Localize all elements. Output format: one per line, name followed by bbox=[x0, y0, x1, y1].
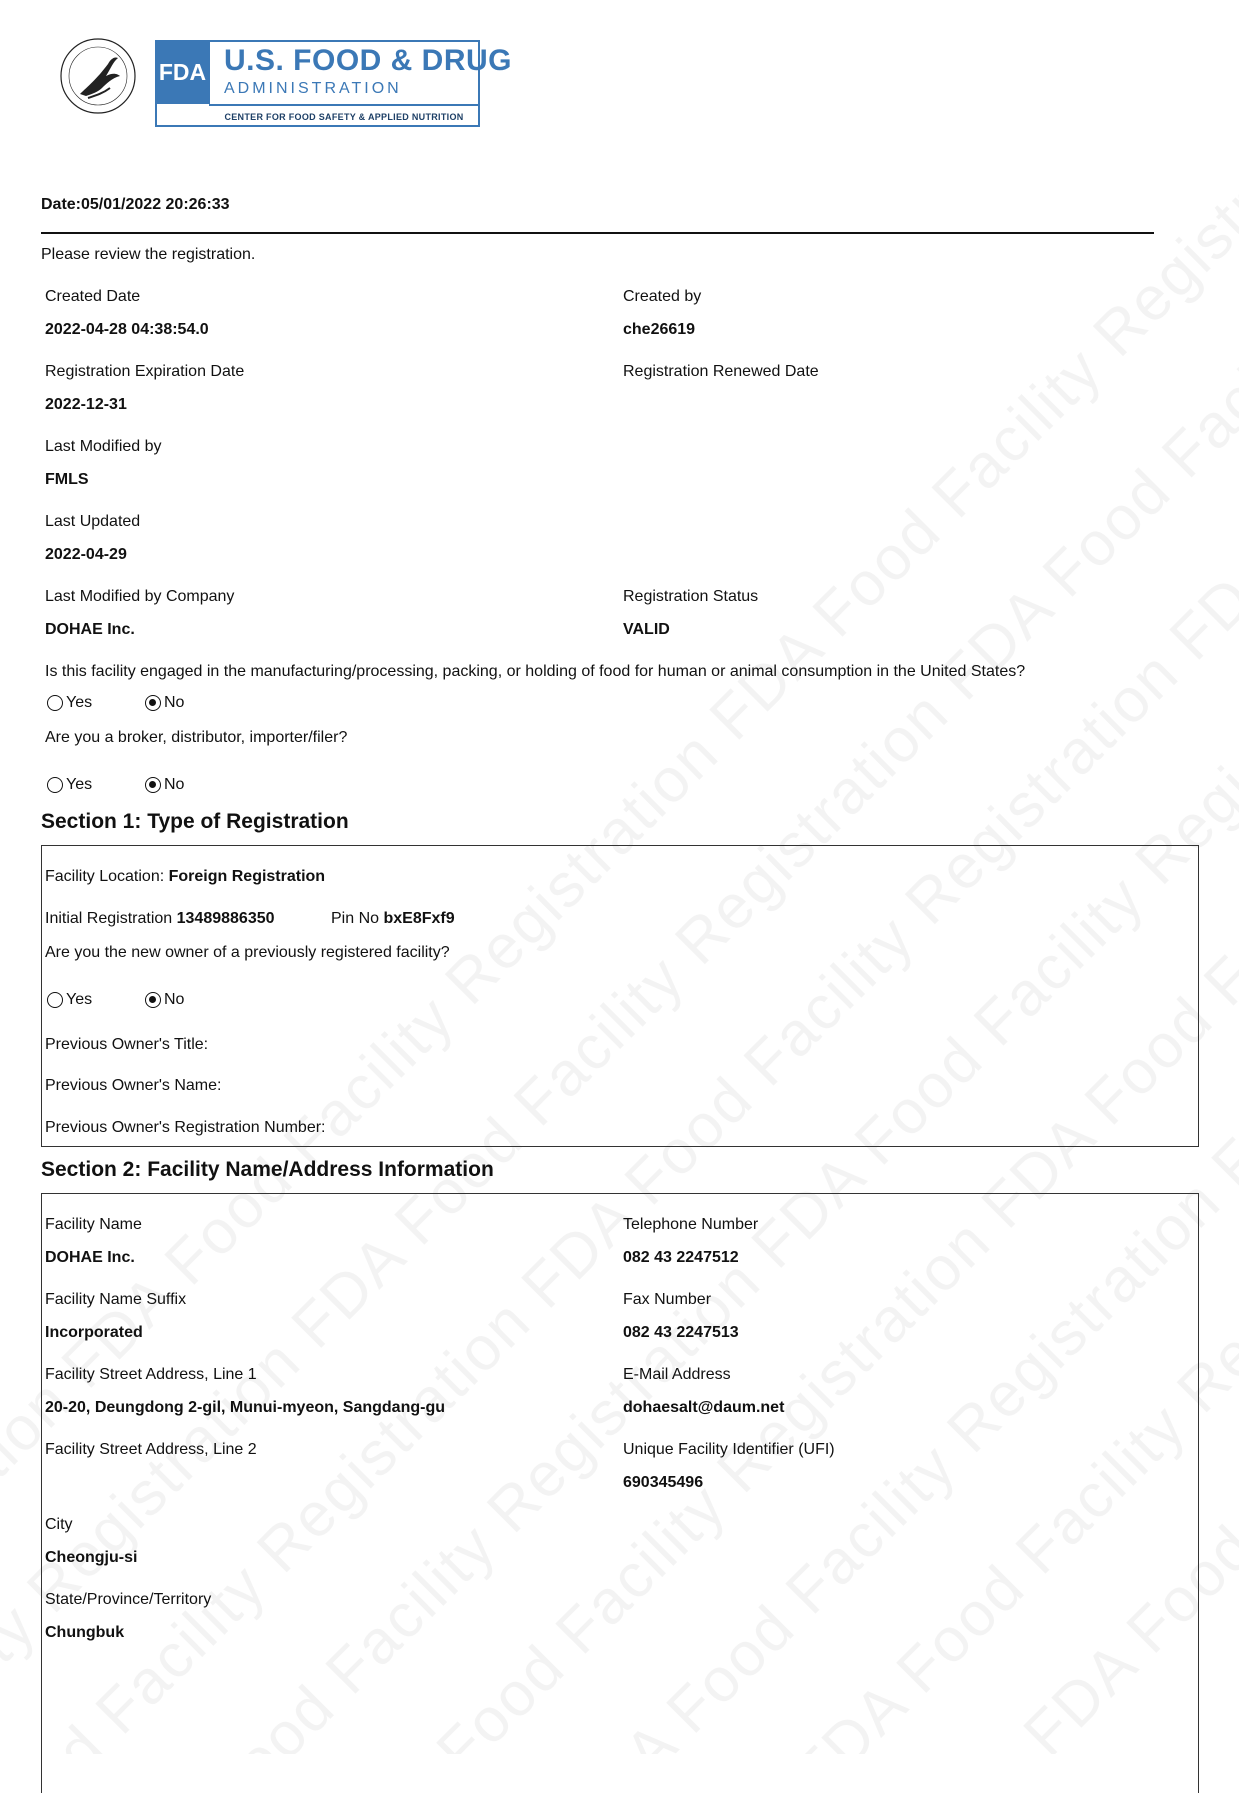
expiration-date-value: 2022-12-31 bbox=[45, 396, 127, 413]
facility-name-label: Facility Name bbox=[45, 1216, 142, 1233]
pin-number-value: bxE8Fxf9 bbox=[383, 910, 455, 927]
registration-status-label: Registration Status bbox=[623, 588, 759, 605]
last-updated-value: 2022-04-29 bbox=[45, 546, 127, 563]
modified-company-label: Last Modified by Company bbox=[45, 588, 235, 605]
q1-no-radio[interactable] bbox=[145, 694, 184, 712]
renewed-date-label: Registration Renewed Date bbox=[623, 363, 819, 380]
q1-yes-radio[interactable] bbox=[47, 694, 92, 712]
previous-owner-title-label: Previous Owner's Title: bbox=[45, 1036, 209, 1053]
registration-status-value: VALID bbox=[623, 621, 670, 638]
question-broker: Are you a broker, distributor, importer/filer? bbox=[45, 729, 348, 746]
city-value: Cheongju-si bbox=[45, 1549, 138, 1566]
section1-box bbox=[41, 845, 1199, 1147]
email-value: dohaesalt@daum.net bbox=[623, 1399, 785, 1416]
city-label: City bbox=[45, 1516, 73, 1533]
fda-logo-subtitle: ADMINISTRATION bbox=[224, 80, 402, 97]
last-modified-by-value: FMLS bbox=[45, 471, 89, 488]
last-updated-label: Last Updated bbox=[45, 513, 141, 530]
facility-location-value: Foreign Registration bbox=[168, 868, 326, 885]
hhs-seal-icon bbox=[58, 36, 138, 116]
section1-title: Section 1: Type of Registration bbox=[41, 810, 349, 833]
previous-owner-name-label: Previous Owner's Name: bbox=[45, 1077, 222, 1094]
radio-checked-icon bbox=[145, 695, 161, 711]
facility-suffix-value: Incorporated bbox=[45, 1324, 143, 1341]
facility-location bbox=[45, 868, 325, 886]
created-date-value: 2022-04-28 04:38:54.0 bbox=[45, 321, 209, 338]
fax-value: 082 43 2247513 bbox=[623, 1324, 739, 1341]
section2-box bbox=[41, 1193, 1199, 1793]
radio-checked-icon bbox=[145, 777, 161, 793]
address-line1-value: 20-20, Deungdong 2-gil, Munui-myeon, Sangdang-gu bbox=[45, 1399, 445, 1416]
q2-yes-radio[interactable] bbox=[47, 776, 92, 794]
print-date: Date:05/01/2022 20:26:33 bbox=[41, 196, 230, 213]
address-line2-label: Facility Street Address, Line 2 bbox=[45, 1441, 257, 1458]
new-owner-no-radio[interactable] bbox=[145, 991, 184, 1009]
section2-title: Section 2: Facility Name/Address Information bbox=[41, 1158, 494, 1181]
facility-name-value: DOHAE Inc. bbox=[45, 1249, 135, 1266]
fda-logo-badge: FDA bbox=[155, 40, 210, 104]
state-label: State/Province/Territory bbox=[45, 1591, 212, 1608]
q2-no-radio[interactable] bbox=[145, 776, 184, 794]
new-owner-yes-radio[interactable] bbox=[47, 991, 92, 1009]
previous-owner-reg-label: Previous Owner's Registration Number: bbox=[45, 1119, 326, 1136]
radio-label: Yes bbox=[66, 694, 93, 711]
initial-registration-value: 13489886350 bbox=[176, 910, 275, 927]
email-label: E-Mail Address bbox=[623, 1366, 731, 1383]
fax-label: Fax Number bbox=[623, 1291, 712, 1308]
radio-label: No bbox=[164, 991, 185, 1008]
initial-registration bbox=[45, 910, 275, 928]
radio-checked-icon bbox=[145, 992, 161, 1008]
question-us-facility: Is this facility engaged in the manufacturing/processing, packing, or holding of food for human or animal consumption in the United States? bbox=[45, 663, 1026, 680]
created-by-value: che26619 bbox=[623, 321, 696, 338]
fda-logo-center: CENTER FOR FOOD SAFETY & APPLIED NUTRITION bbox=[209, 104, 479, 126]
address-line1-label: Facility Street Address, Line 1 bbox=[45, 1366, 257, 1383]
expiration-date-label: Registration Expiration Date bbox=[45, 363, 245, 380]
ufi-label: Unique Facility Identifier (UFI) bbox=[623, 1441, 835, 1458]
state-value: Chungbuk bbox=[45, 1624, 125, 1641]
radio-unchecked-icon bbox=[47, 695, 63, 711]
radio-unchecked-icon bbox=[47, 777, 63, 793]
created-by-label: Created by bbox=[623, 288, 702, 305]
pin-number bbox=[331, 910, 455, 928]
created-date-label: Created Date bbox=[45, 288, 141, 305]
facility-suffix-label: Facility Name Suffix bbox=[45, 1291, 187, 1308]
ufi-value: 690345496 bbox=[623, 1474, 704, 1491]
fda-logo-title: U.S. FOOD & DRUG bbox=[224, 44, 513, 77]
intro-text: Please review the registration. bbox=[41, 246, 256, 263]
radio-label: No bbox=[164, 776, 185, 793]
new-owner-question: Are you the new owner of a previously registered facility? bbox=[45, 944, 450, 961]
radio-unchecked-icon bbox=[47, 992, 63, 1008]
last-modified-by-label: Last Modified by bbox=[45, 438, 162, 455]
initial-registration-label: Initial Registration bbox=[45, 910, 173, 927]
radio-label: No bbox=[164, 694, 185, 711]
header-divider bbox=[41, 232, 1154, 234]
modified-company-value: DOHAE Inc. bbox=[45, 621, 135, 638]
facility-location-label: Facility Location: bbox=[45, 868, 165, 885]
radio-label: Yes bbox=[66, 776, 93, 793]
telephone-value: 082 43 2247512 bbox=[623, 1249, 739, 1266]
pin-number-label: Pin No bbox=[331, 910, 380, 927]
telephone-label: Telephone Number bbox=[623, 1216, 759, 1233]
radio-label: Yes bbox=[66, 991, 93, 1008]
